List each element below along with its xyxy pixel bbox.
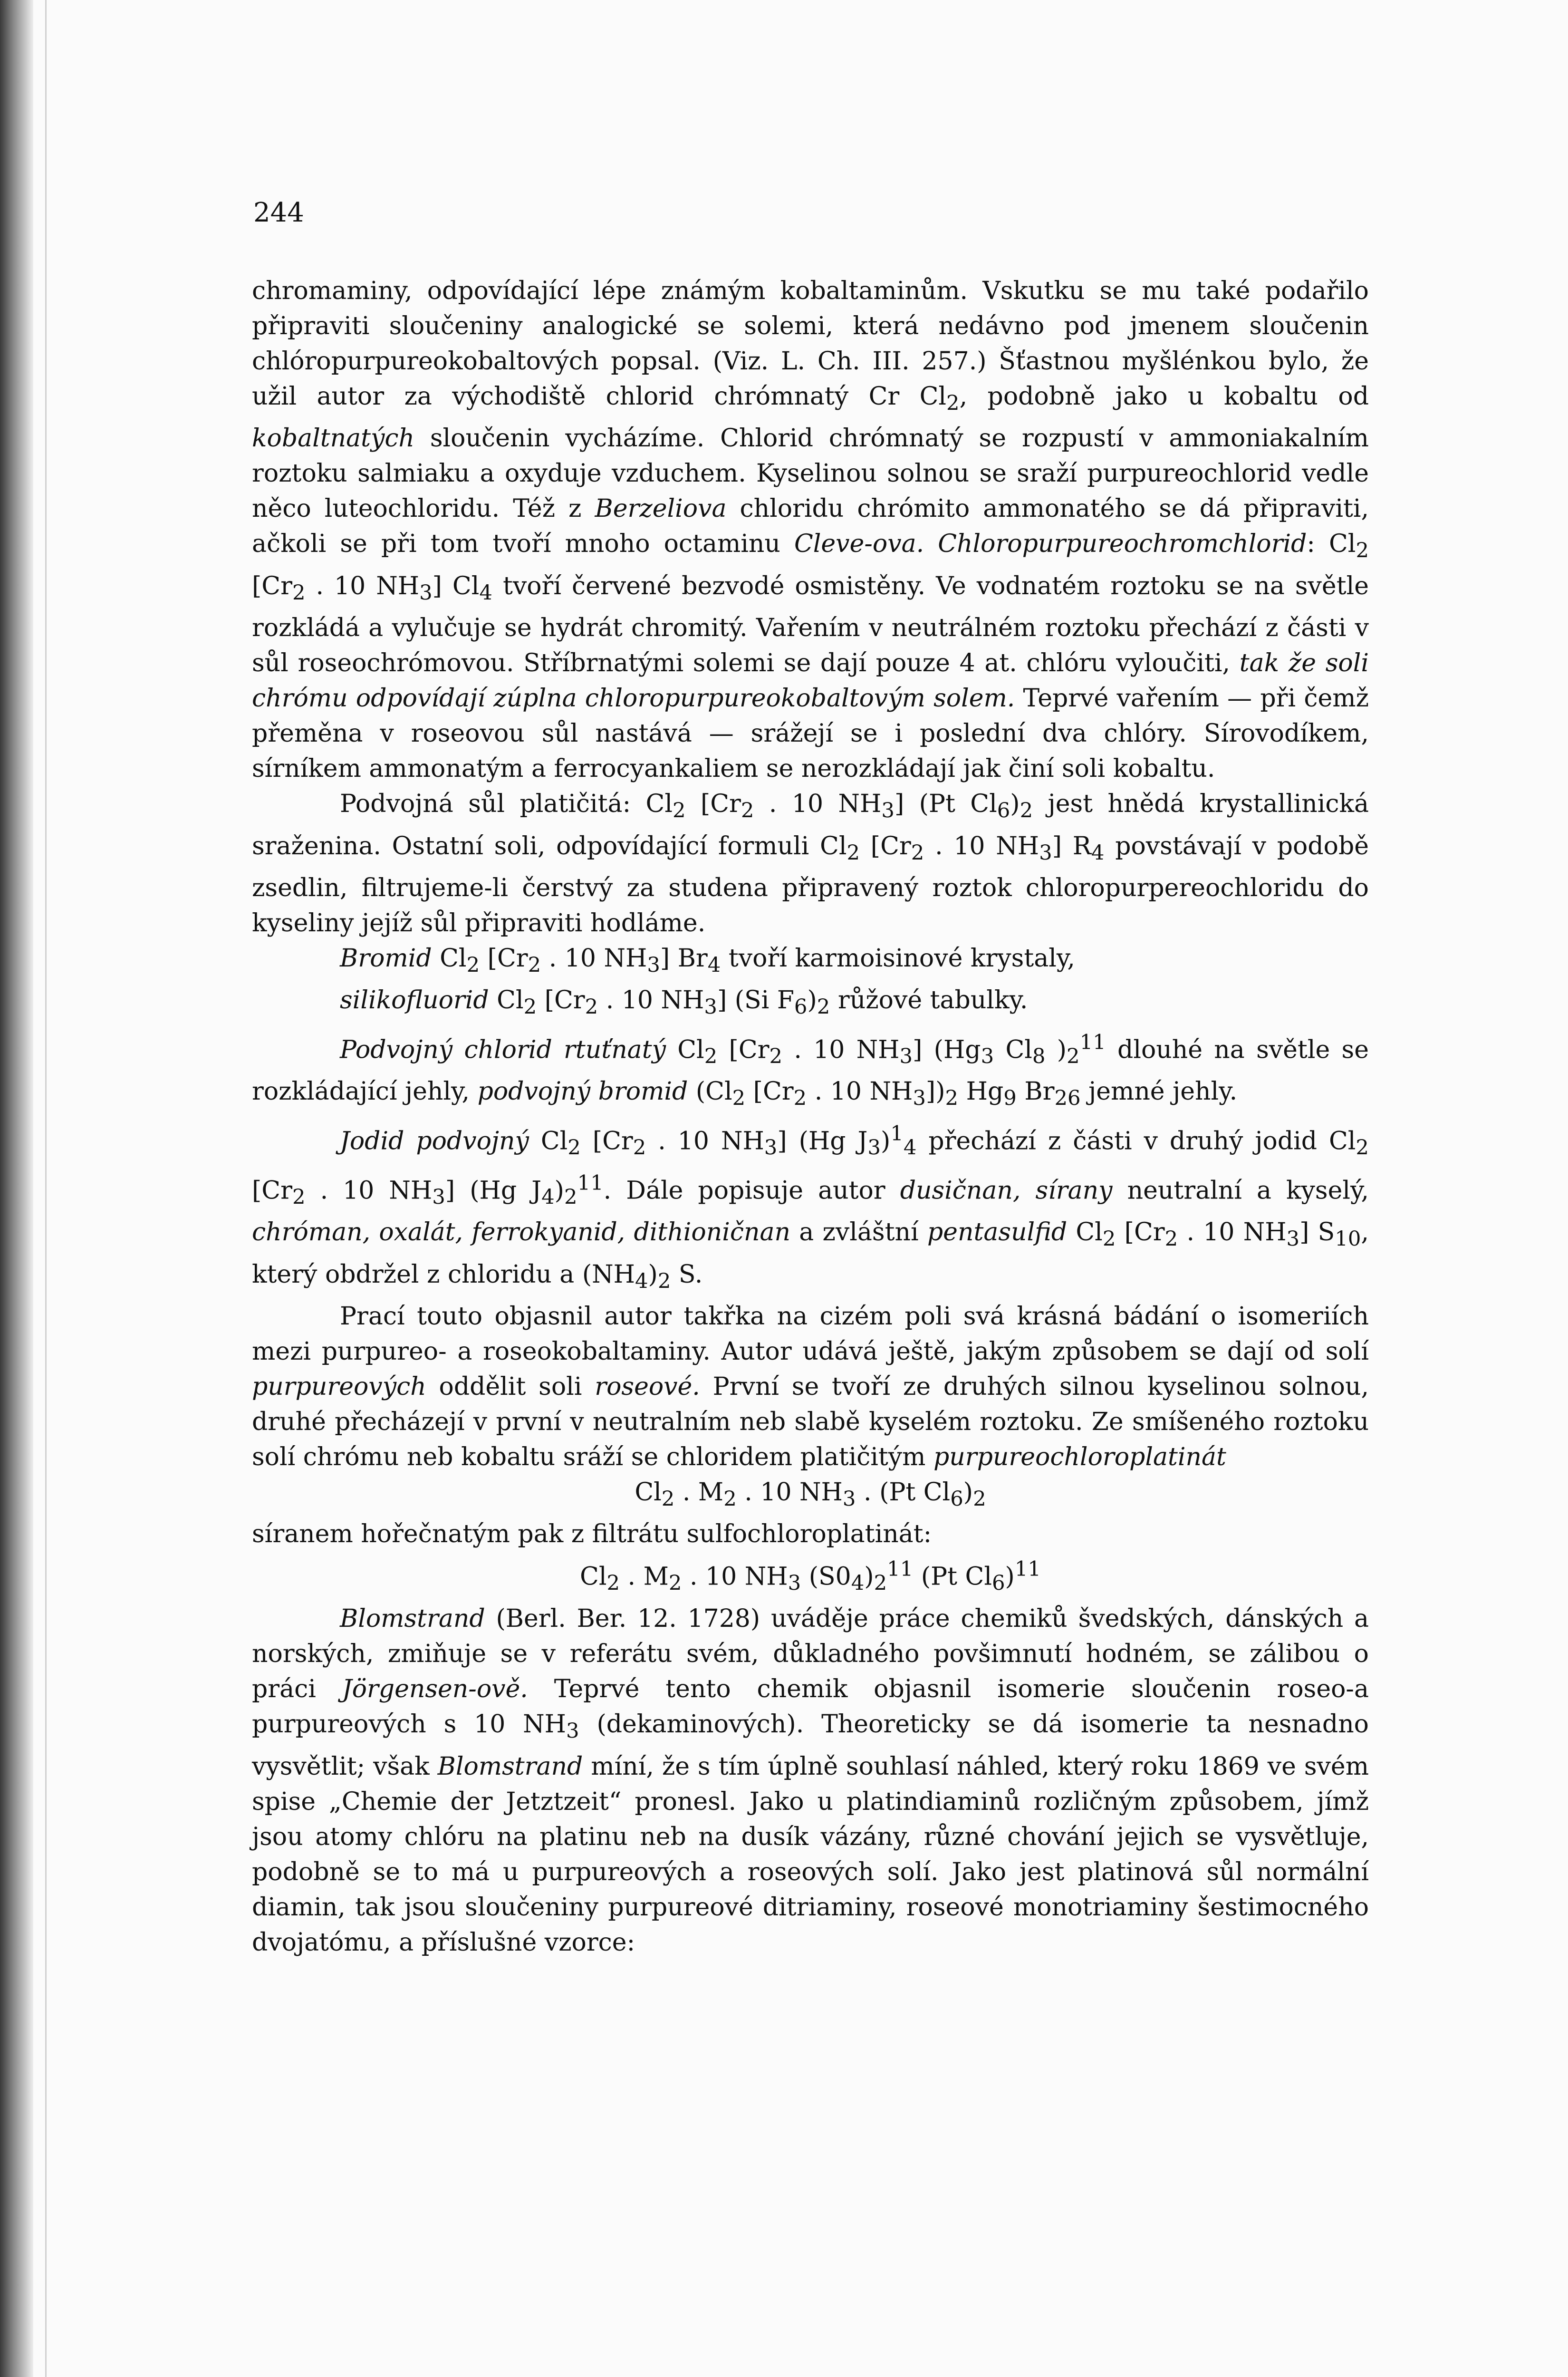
- paragraph-1: chromaminy, odpovídající lépe známým kobaltaminům. Vskutku se mu také podařilo připraviti sloučeniny analogické se solemi, která nedávno pod jmenem sloučenin chlóropurpureokobaltových popsal. (Viz. L. Ch. III. 257.) Šťastnou myšlénkou bylo, že užil autor za východiště chlorid chrómnatý Cr $Cl_2$, podobně jako u kobaltu od kobaltnatých sloučenin vycházíme. Chlorid chrómnatý se rozpustí v ammoniakalním roztoku salmiaku a oxyduje vzduchem. Kyselinou solnou se sraží purpureochlorid vedle něco luteochloridu. Též z Berzeliova chloridu chrómito ammonatého se dá připraviti, ačkoli se při tom tvoří mnoho octaminu Cleve-ova. Chloropurpureochromchlorid: $Cl_2$ [$Cr_2$ . 10 $NH_3$] $Cl_4$ tvoří červené bezvodé osmistěny. Ve vodnatém roztoku se na světle rozkládá a vylučuje se hydrát chromitý. Vařením v neutrálném roztoku přechází z části v sůl roseochrómovou. Stříbrnatými solemi se dají pouze 4 at. chlóru vyloučiti, tak že soli chrómu odpovídají zúplna chloropurpureokobaltovým solem. Teprvé vařením — při čemž přeměna v roseovou sůl nastává — srážejí se i poslední dva chlóry. Sírovodíkem, sírníkem ammonatým a ferrocyankaliem se nerozkládají jak činí soli kobaltu.: [252, 277, 1369, 783]
- binding-shadow: [0, 0, 33, 2377]
- page-body: [252, 273, 1369, 1960]
- paragraph-2: Podvojná sůl platičitá: $Cl_2$ [$Cr_2$ . 10 $NH_3$] (Pt $Cl_6)_2$ jest hnědá krystallinická sraženina. Ostatní soli, odpovídající formuli $Cl_2$ [$Cr_2$ . 10 $NH_3$] $R_4$ povstávají v podobě zsedlin, filtrujeme-li čerstvý za studena připravený roztok chloropurpereochloridu do kyseliny jejíž sůl připraviti hodláme.: [252, 790, 1369, 937]
- paragraph-siranem: síranem hořečnatým pak z filtrátu sulfochloroplatinát:: [252, 1520, 932, 1549]
- paragraph-bromid: Bromid $Cl_2$ [$Cr_2$ . 10 $NH_3$] $Br_4$ tvoří karmoisinové krystaly,: [340, 944, 1075, 977]
- formula-purpureochloroplatinat: $Cl_2$ . $M_2$ . 10 $NH_3$ . (Pt $Cl_6)_2$: [635, 1478, 986, 1511]
- paragraph-isomerie: Prací touto objasnil autor takřka na cizém poli svá krásná bádání o isomeriích mezi purpureo- a roseokobaltaminy. Autor udává ještě, jakým způsobem se dají od solí purpureových oddělit soli roseové. První se tvoří ze druhých silnou kyselinou solnou, druhé přecházejí v první v neutralním neb slabě kyselém roztoku. Ze smíšeného roztoku solí chrómu neb kobaltu sráží se chloridem platičitým purpureochloroplatinát: [252, 1302, 1369, 1472]
- binding-edge: [45, 0, 47, 2377]
- paragraph-podvojny-chlorid: Podvojný chlorid rtuťnatý $Cl_2$ [$Cr_2$ . 10 $NH_3$] ($Hg_3$ $Cl_8$ )$_2^{11}$ dlouhé na světle se rozkládající jehly, podvojný bromid ($Cl_2$ [$Cr_2$ . 10 $NH_3])_2$ $Hg_9$ $Br_{26}$ jemné jehly.: [252, 1030, 1369, 1111]
- paragraph-jodid: Jodid podvojný $Cl_2$ [$Cr_2$ . 10 $NH_3$] (Hg $J_3)^1_4$ přechází z části v druhý jodid $Cl_2$ [$Cr_2$ . 10 $NH_3$] (Hg $J_4)_2^{11}$. Dále popisuje autor dusičnan, sírany neutralní a kyselý, chróman, oxalát, ferrokyanid, dithioničnan a zvláštní pentasulfid $Cl_2$ [$Cr_2$ . 10 $NH_3$] $S_{10}$, který obdržel z chloridu a $(NH_4)_2$ S.: [252, 1121, 1369, 1294]
- paragraph-silikofluorid: silikofluorid $Cl_2$ [$Cr_2$ . 10 $NH_3$] (Si $F_6)_2$ růžové tabulky.: [340, 986, 1028, 1019]
- paragraph-blomstrand: Blomstrand (Berl. Ber. 12. 1728) uváděje práce chemiků švedských, dánských a norských, zmiňuje se v referátu svém, důkladného povšimnutí hodném, se zálibou o práci Jörgensen-ově. Teprvé tento chemik objasnil isomerie sloučenin roseo-a purpureových s 10 $NH_3$ (dekaminových). Theoreticky se dá isomerie ta nesnadno vysvětlit; však Blomstrand míní, že s tím úplně souhlasí náhled, který roku 1869 ve svém spise „Chemie der Jetztzeit“ pronesl. Jako u platindiaminů rozličným způsobem, jímž jsou atomy chlóru na platinu neb na dusík vázány, různé chování jejich se vysvětluje, podobně se to má u purpureových a roseových solí. Jako jest platinová sůl normální diamin, tak jsou sloučeniny purpureové ditriaminy, roseové monotriaminy šestimocného dvojatómu, a příslušné vzorce:: [252, 1604, 1369, 1957]
- page-number: 244: [253, 197, 304, 228]
- formula-sulfochloroplatinat: $Cl_2$ . $M_2$ . 10 $NH_3$ $(S0_4)_2^{11}$ (Pt $Cl_6)^{11}$: [580, 1557, 1041, 1596]
